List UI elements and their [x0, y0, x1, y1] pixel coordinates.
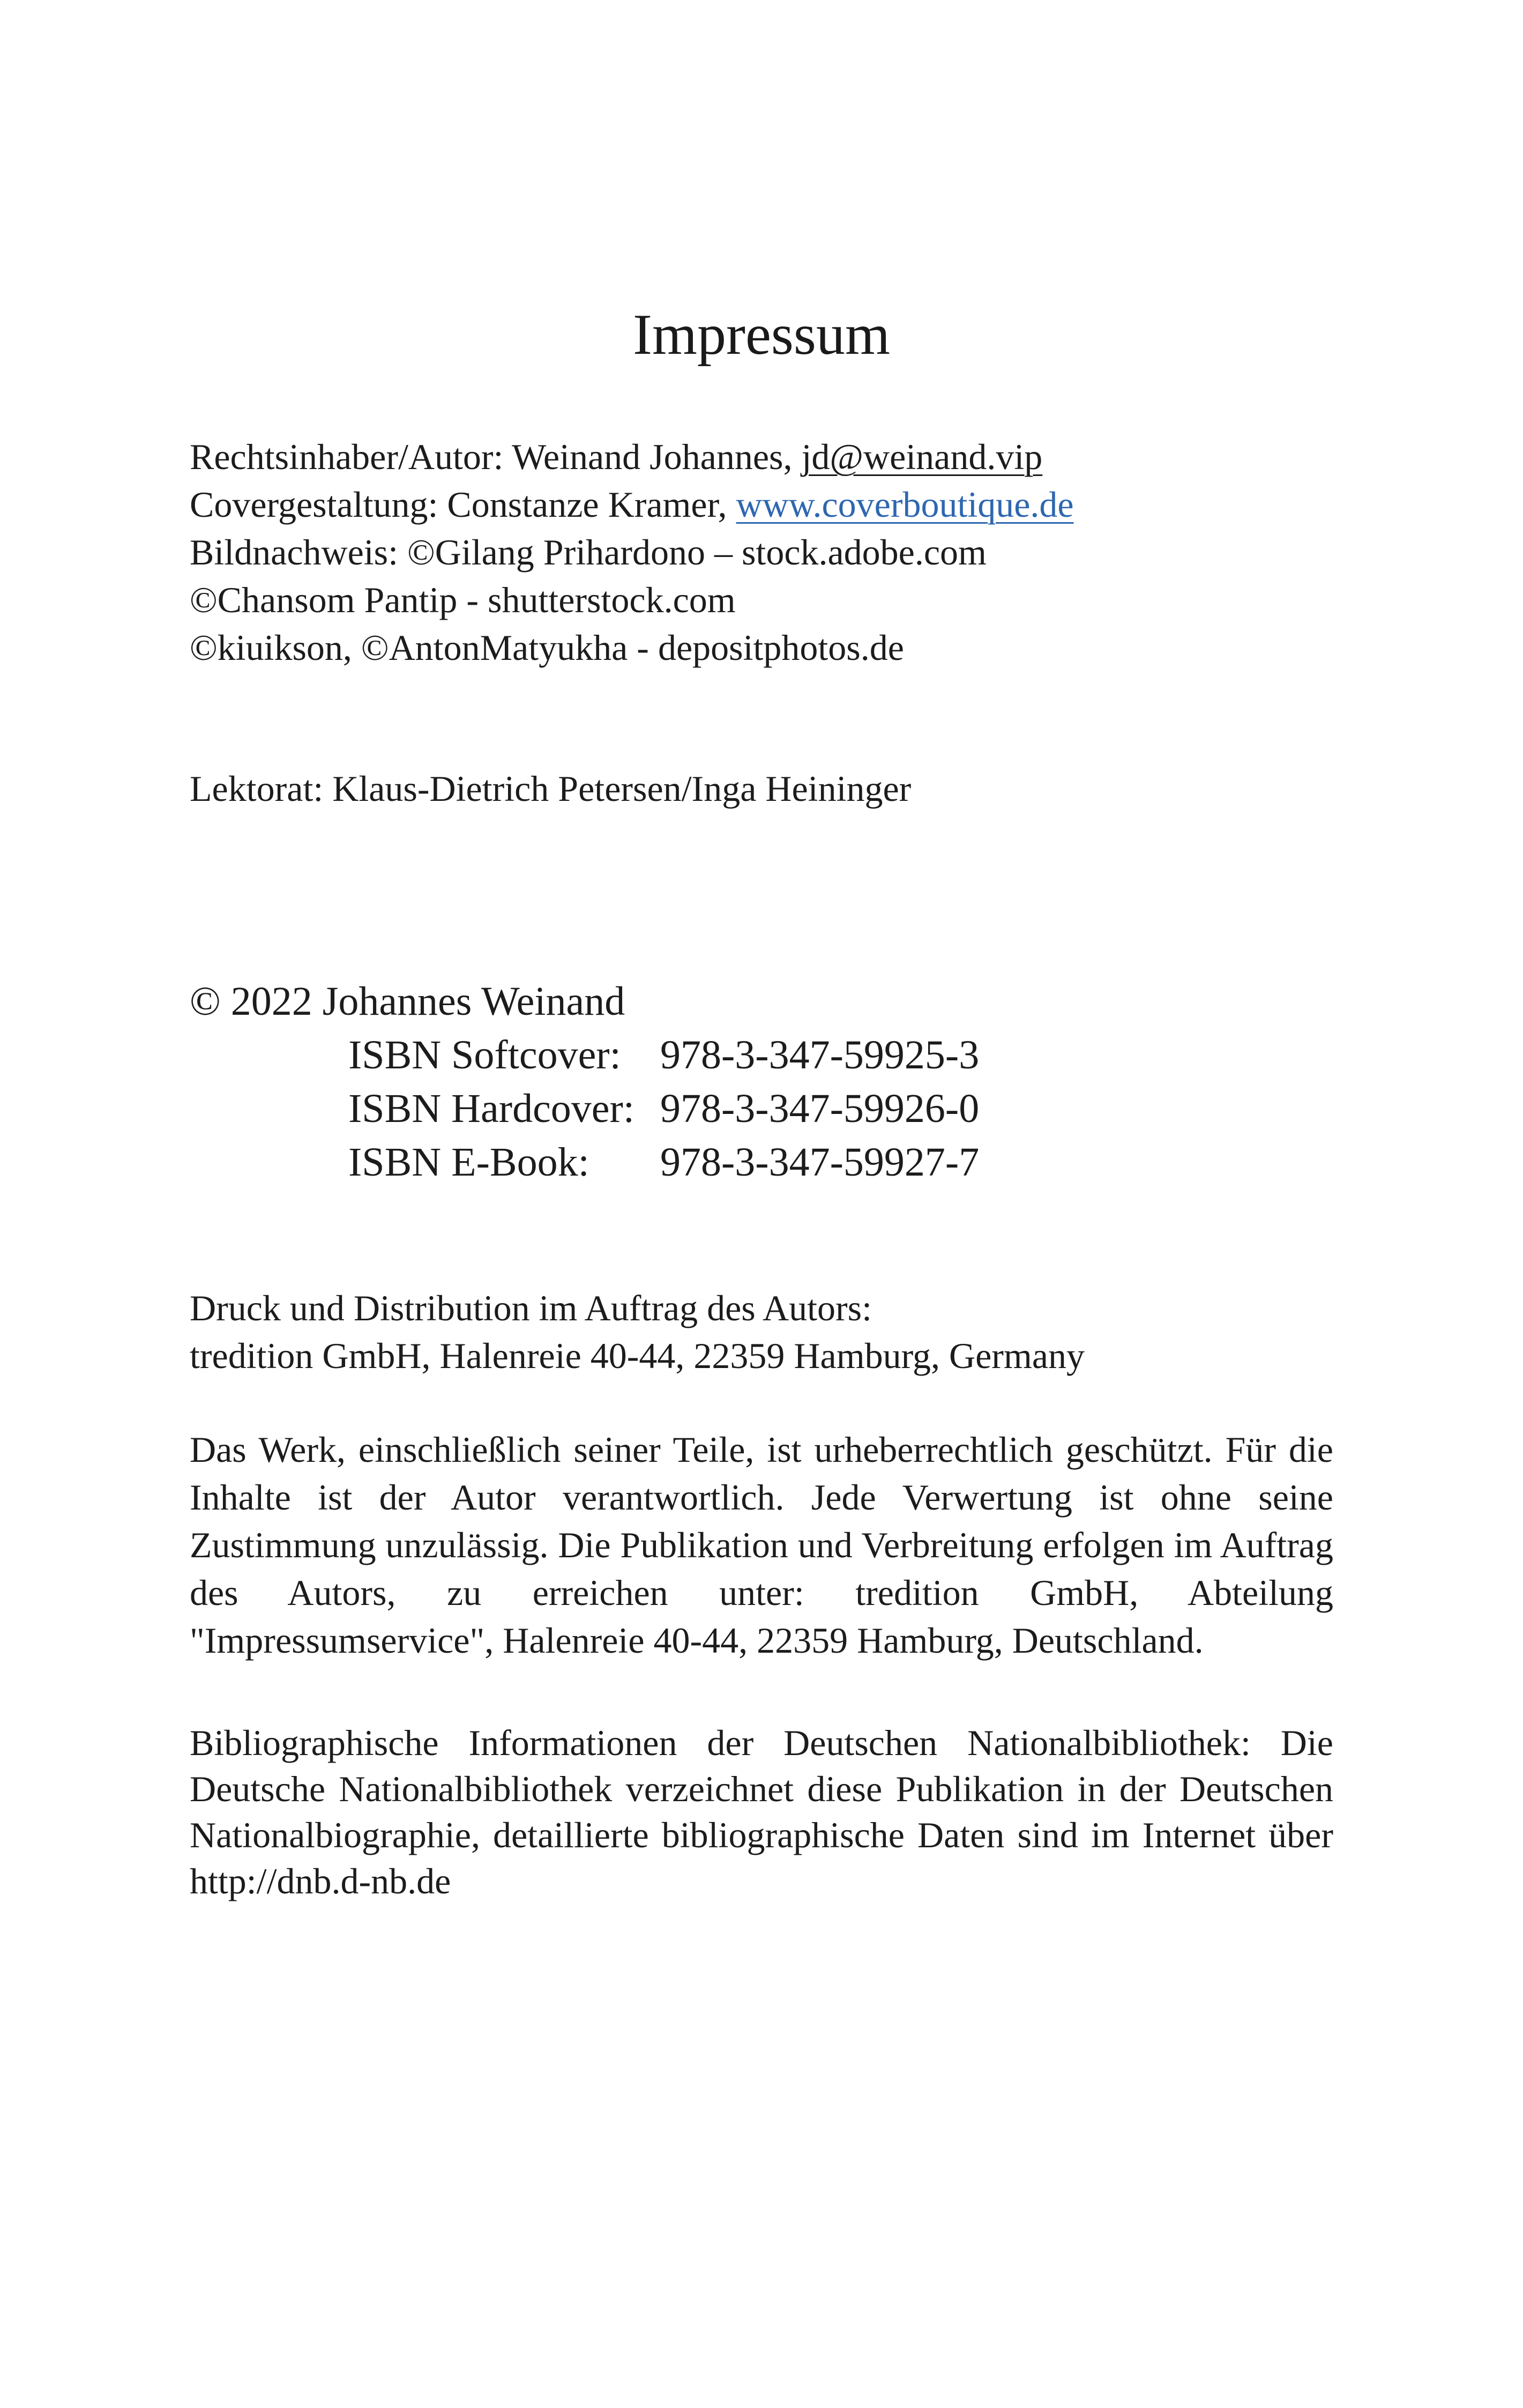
cover-design-line — [190, 481, 1333, 529]
isbn-row-softcover — [348, 1028, 979, 1082]
isbn-table — [348, 1028, 979, 1189]
photo-credit-line-3: ©kiuikson, ©AntonMatyukha - depositphotos.de — [190, 627, 904, 668]
isbn-label: ISBN Hardcover: — [348, 1086, 634, 1131]
page-title: Impressum — [633, 303, 890, 367]
photo-credit-line-2: ©Chansom Pantip - shutterstock.com — [190, 579, 736, 620]
isbn-label: ISBN Softcover: — [348, 1032, 621, 1077]
print-distribution-line-1: Druck und Distribution im Auftrag des Autors: — [190, 1288, 872, 1328]
rights-holder-label: Rechtsinhaber/Autor: Weinand Johannes, — [190, 436, 802, 477]
isbn-value: 978-3-347-59925-3 — [660, 1032, 980, 1077]
isbn-value: 978-3-347-59926-0 — [660, 1086, 980, 1131]
copyright-line: © 2022 Johannes Weinand — [190, 979, 625, 1024]
cover-design-label: Covergestaltung: Constanze Kramer, — [190, 484, 736, 525]
print-distribution-line-2: tredition GmbH, Halenreie 40-44, 22359 Hamburg, Germany — [190, 1335, 1085, 1376]
rights-holder-line — [190, 433, 1333, 481]
copyright-notice-paragraph: Das Werk, einschließlich seiner Teile, ist urheberrechtlich geschützt. Für die Inhalte ist der Autor verantwortlich. Jede Verwertung ist ohne seine Zustimmung unzulässig. Die Publikation und Verbreitung erfolgen im Auftrag des Autors, zu erreichen unter: tredition GmbH, Abteilung "Impressumservice", Halenreie 40-44, 22359 Hamburg, Deutschland. — [190, 1429, 1333, 1661]
lektorat-line: Lektorat: Klaus-Dietrich Petersen/Inga Heininger — [190, 768, 912, 809]
print-distribution-block — [190, 1284, 1333, 1380]
credits-block — [190, 433, 1333, 672]
isbn-row-ebook — [348, 1135, 979, 1189]
isbn-row-hardcover — [348, 1082, 979, 1135]
author-email-link[interactable]: jd@weinand.vip — [801, 436, 1043, 477]
isbn-label: ISBN E-Book: — [348, 1140, 589, 1185]
bibliographic-info-paragraph: Bibliographische Informationen der Deutschen Nationalbibliothek: Die Deutsche Nationalbibliothek verzeichnet diese Publikation in der Deutschen Nationalbiographie, detaillierte bibliographische Daten sind im Internet über http://dnb.d-nb.de — [190, 1722, 1333, 1901]
coverboutique-link[interactable]: www.coverboutique.de — [736, 484, 1074, 525]
photo-credit-line-1: Bildnachweis: ©Gilang Prihardono – stock.adobe.com — [190, 532, 987, 573]
isbn-value: 978-3-347-59927-7 — [660, 1140, 980, 1185]
